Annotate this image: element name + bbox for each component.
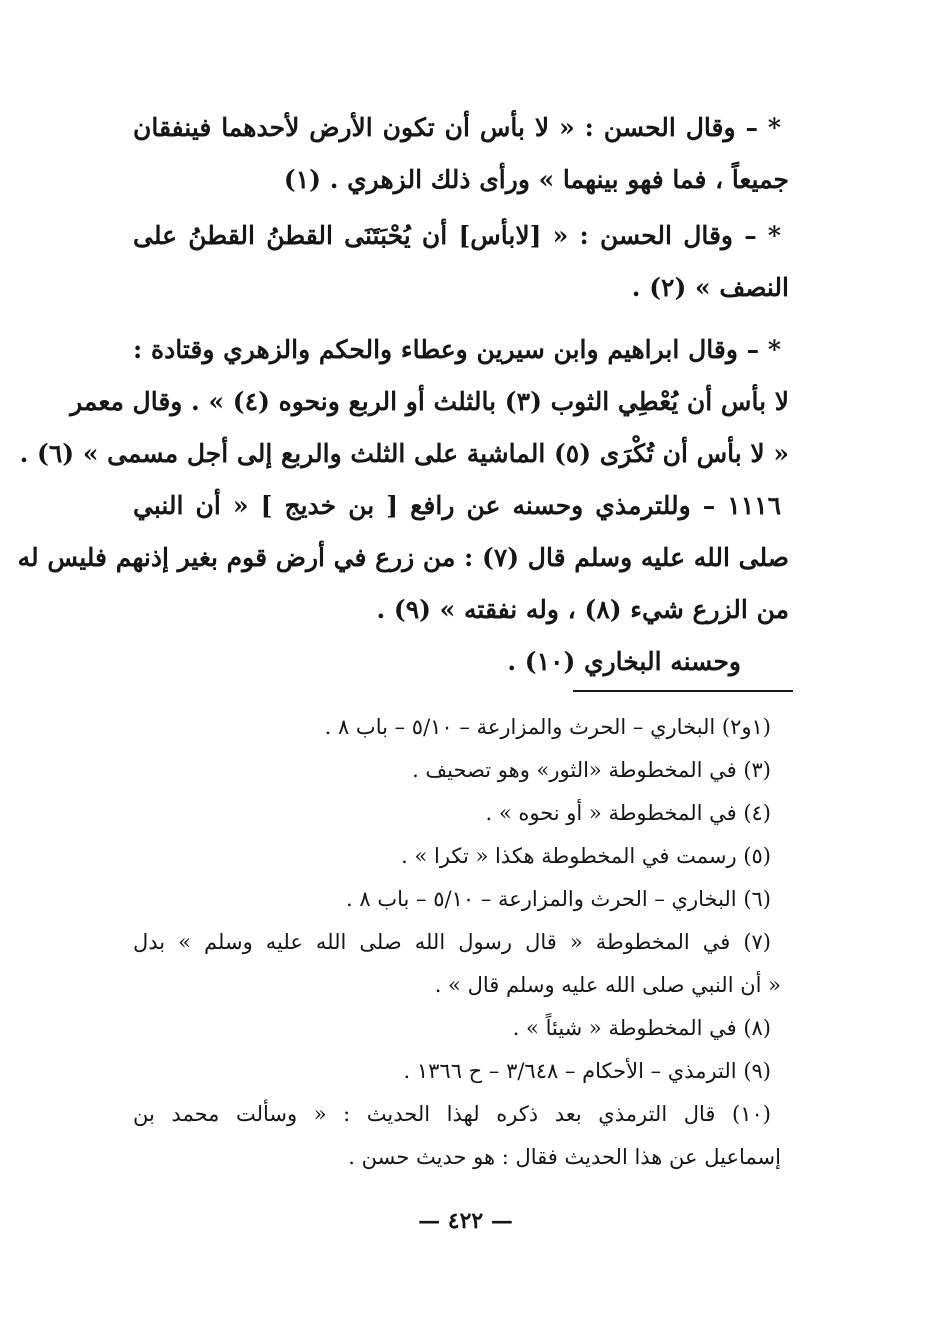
paragraph-hasan-2-line-1: * – وقال الحسن : « [لابأس] أن يُحْبَتَنَى القطنُ القطنُ على [133, 221, 781, 250]
footnote-9: (٩) الترمذي – الأحكام – ٣/٦٤٨ – ح ١٣٦٦ . [403, 1059, 771, 1083]
footnote-1-2: (١و٢) البخاري – الحرث والمزارعة – ٥/١٠ – باب ٨ . [324, 715, 771, 739]
paragraph-ibrahim-line-3: « لا بأس أن تُكْرَى (٥) الماشية على الثلث والربع إلى أجل مسمى » (٦) . [19, 439, 789, 468]
paragraph-hasan-2-line-2: النصف » (٢) . [631, 273, 789, 302]
paragraph-ibrahim-line-2: لا بأس أن يُعْطِي الثوب (٣) بالثلث أو الربع ونحوه (٤) » . وقال معمر [70, 387, 789, 416]
footnote-divider [573, 690, 793, 692]
paragraph-hasan-1-line-1: * – وقال الحسن : « لا بأس أن تكون الأرض لأحدهما فينفقان [133, 113, 781, 142]
footnote-4: (٤) في المخطوطة « أو نحوه » . [485, 801, 771, 825]
main-text-body [17, 102, 789, 688]
hadith-1116-line-2: صلى الله عليه وسلم قال (٧) : من زرع في أرض قوم بغير إذنهم فليس له [17, 543, 789, 572]
footnote-10-line-1: (١٠) قال الترمذي بعد ذكره لهذا الحديث : « وسألت محمد بن [133, 1102, 771, 1126]
footnote-3: (٣) في المخطوطة «الثور» وهو تصحيف . [412, 758, 771, 782]
hadith-1116-line-1: ١١١٦ – وللترمذي وحسنه عن رافع [ بن خديج ] « أن النبي [133, 491, 781, 520]
paragraph-ibrahim-line-1: * – وقال ابراهيم وابن سيرين وعطاء والحكم والزهري وقتادة : [133, 335, 781, 364]
page-number: — ٤٢٢ — [418, 1208, 513, 1234]
footnote-5: (٥) رسمت في المخطوطة هكذا « تكرا » . [401, 844, 771, 868]
footnote-7-line-1: (٧) في المخطوطة « قال رسول الله صلى الله عليه وسلم » بدل [133, 930, 771, 954]
footnote-6: (٦) البخاري – الحرث والمزارعة – ٥/١٠ – باب ٨ . [346, 887, 771, 911]
footnote-10-line-2: إسماعيل عن هذا الحديث فقال : هو حديث حسن . [348, 1145, 781, 1169]
footnote-8: (٨) في المخطوطة « شيئاً » . [512, 1016, 771, 1040]
footnotes-section [133, 706, 781, 1179]
footnote-7-line-2: « أن النبي صلى الله عليه وسلم قال » . [434, 973, 781, 997]
paragraph-hasan-1-line-2: جميعاً ، فما فهو بينهما » ورأى ذلك الزهري . (١) [283, 165, 789, 194]
hadith-1116-line-3: من الزرع شيء (٨) ، وله نفقته » (٩) . [376, 595, 789, 624]
hadith-1116-line-4: وحسنه البخاري (١٠) . [507, 647, 741, 676]
